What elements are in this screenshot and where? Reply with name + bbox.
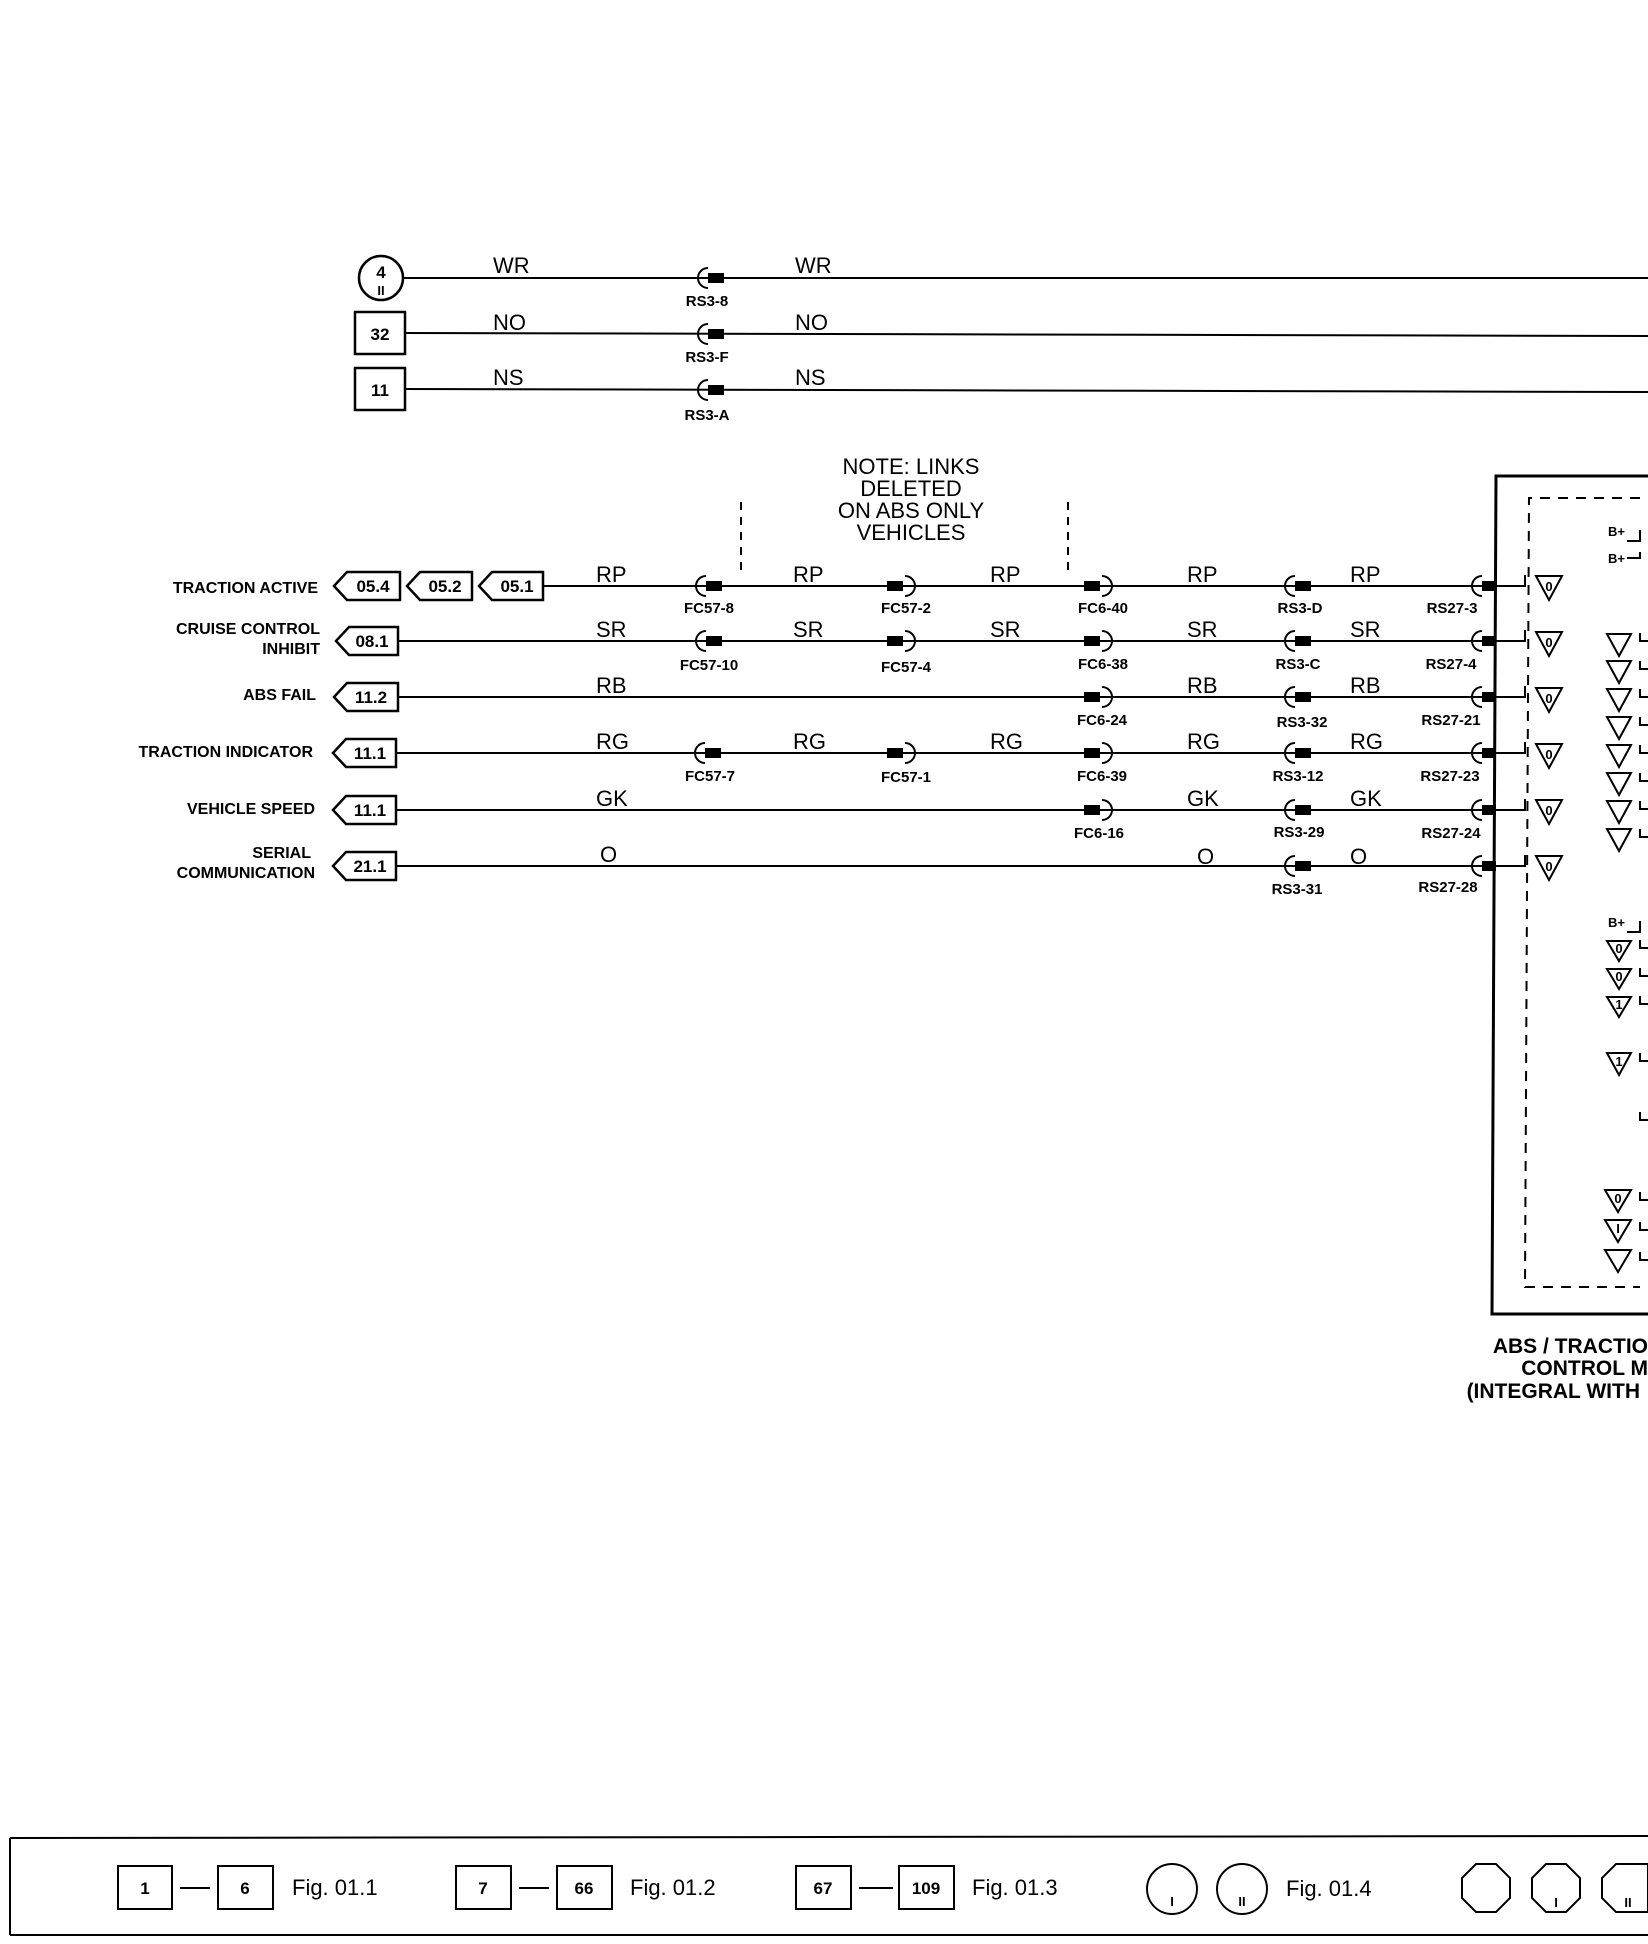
- reference-tag-number: 08.1: [355, 632, 389, 651]
- logic-triangle-icon: [1607, 829, 1631, 851]
- legend-octagon-sub: I: [1554, 1895, 1558, 1910]
- abs-traction-control-module: [1467, 476, 1648, 1403]
- connector-pin-icon: [1084, 805, 1100, 815]
- connector-pin-icon: [887, 581, 903, 591]
- wire-color-label: NS: [493, 365, 524, 390]
- reference-tag-number: 21.1: [353, 857, 387, 876]
- figure-legend: [10, 1836, 1648, 1935]
- logic-triangle-icon: [1607, 634, 1631, 656]
- legend-circle-sub: II: [1238, 1894, 1246, 1909]
- wire-color-label: RG: [990, 729, 1023, 754]
- logic-triangle-icon: [1607, 661, 1631, 683]
- logic-triangle-icon: [1607, 717, 1631, 739]
- reference-tag-number: 05.4: [356, 577, 390, 596]
- connector-id: RS3-A: [684, 407, 730, 424]
- connector-pin-icon: [705, 748, 721, 758]
- logic-triangle-icon: [1607, 801, 1631, 823]
- signal-row-traction-indicator: [138, 729, 1496, 786]
- logic-triangle-icon: [1607, 773, 1631, 795]
- connector-pin-icon: [1084, 636, 1100, 646]
- top-feed-no: [355, 310, 1648, 366]
- wire-color-label: NO: [493, 310, 526, 335]
- wire-ns: [405, 389, 1648, 392]
- legend-top-border: [10, 1836, 1648, 1838]
- connector-pin-icon: [706, 581, 722, 591]
- signal-label: VEHICLE SPEED: [186, 801, 315, 818]
- legend-circle-sub: I: [1170, 1894, 1174, 1909]
- connector-id: FC6-39: [1076, 768, 1128, 785]
- connector-id: RS3-D: [1277, 600, 1323, 617]
- legend-number: 1: [140, 1879, 150, 1898]
- wire-color-label: RG: [793, 729, 826, 754]
- legend-octagon-sub: II: [1624, 1895, 1632, 1910]
- wire-color-label: O: [1197, 844, 1215, 869]
- connector-id: RS3-32: [1276, 714, 1328, 731]
- connector-id: FC6-16: [1073, 825, 1125, 842]
- legend-number: 67: [813, 1879, 833, 1898]
- signal-row-serial-communication: [177, 842, 1496, 898]
- pin-symbol: 0: [1615, 969, 1623, 984]
- connector-pin-icon: [1084, 748, 1100, 758]
- wire-color-label: NS: [795, 365, 826, 390]
- connector-id: FC6-24: [1076, 712, 1128, 729]
- top-feed-wr: [359, 253, 1648, 310]
- module-outline: [1492, 476, 1648, 1314]
- wire-color-label: RG: [596, 729, 629, 754]
- connector-pin-icon: [708, 385, 724, 395]
- connector-pin-icon: [1084, 581, 1100, 591]
- module-right-pin-stubs: [1640, 633, 1648, 1260]
- wire-color-label: RP: [596, 562, 627, 587]
- pin-symbol: 1: [1615, 997, 1623, 1012]
- note-line: DELETED: [860, 476, 962, 501]
- connector-id: FC57-7: [684, 768, 736, 785]
- note-line: VEHICLES: [856, 520, 966, 545]
- signal-label: TRACTION ACTIVE: [172, 580, 318, 597]
- connector-id: FC57-1: [880, 769, 932, 786]
- module-caption: ABS / TRACTIO: [1492, 1335, 1648, 1358]
- connector-pin-icon: [708, 329, 724, 339]
- connector-id: RS27-4: [1425, 656, 1477, 673]
- pin-symbol: 0: [1545, 691, 1553, 706]
- wire-color-label: SR: [1187, 617, 1218, 642]
- connector-id: FC57-10: [679, 657, 739, 674]
- legend-circles-fig-01-4: [1147, 1864, 1372, 1914]
- signal-label: COMMUNICATION: [176, 865, 315, 882]
- legend-octagon-icon: [1462, 1864, 1510, 1912]
- connector-pin-icon: [1295, 748, 1311, 758]
- connector-id: RS27-23: [1420, 768, 1480, 785]
- connector-id: FC57-8: [683, 600, 735, 617]
- module-caption: CONTROL M: [1521, 1357, 1648, 1380]
- connector-id: RS3-31: [1271, 881, 1323, 898]
- wire-color-label: SR: [793, 617, 824, 642]
- connector-id: RS27-24: [1421, 825, 1481, 842]
- pin-symbol: I: [1616, 1221, 1620, 1236]
- signal-row-traction-active: [173, 562, 1496, 617]
- wire-color-label: WR: [795, 253, 832, 278]
- signal-row-cruise-control-inhibit: [176, 617, 1496, 676]
- wire-no: [405, 333, 1648, 336]
- wire-color-label: RB: [1350, 673, 1381, 698]
- legend-range-fig-01-2: [456, 1866, 716, 1909]
- module-left-pin-symbols: [1536, 576, 1562, 880]
- top-feed-ns: [355, 365, 1648, 424]
- wire-color-label: RB: [1187, 673, 1218, 698]
- module-inner-boundary-dashed: [1525, 498, 1640, 1287]
- wire-color-label: SR: [1350, 617, 1381, 642]
- connector-id: RS27-28: [1418, 879, 1478, 896]
- pin-symbol: 0: [1614, 1191, 1622, 1206]
- wire-color-label: SR: [990, 617, 1021, 642]
- connector-pin-icon: [1084, 692, 1100, 702]
- pin-symbol: 0: [1545, 803, 1553, 818]
- supply-label: B+: [1608, 524, 1625, 539]
- module-input-pins: [1496, 575, 1525, 866]
- logic-triangle-icon: [1605, 1250, 1631, 1272]
- pin-symbol: 0: [1615, 941, 1623, 956]
- pin-symbol: 0: [1545, 859, 1553, 874]
- wire-color-label: RB: [596, 673, 627, 698]
- signal-label: ABS FAIL: [243, 687, 316, 704]
- connector-id: RS3-12: [1272, 768, 1324, 785]
- legend-figure-label: Fig. 01.1: [292, 1875, 378, 1900]
- connector-pin-icon: [1295, 805, 1311, 815]
- connector-pin-icon: [1295, 861, 1311, 871]
- pin-symbol: 0: [1545, 747, 1553, 762]
- reference-tag-number: 05.1: [500, 577, 534, 596]
- wire-color-label: RG: [1350, 729, 1383, 754]
- connector-id: RS27-21: [1421, 712, 1481, 729]
- legend-figure-label: Fig. 01.3: [972, 1875, 1058, 1900]
- legend-figure-label: Fig. 01.2: [630, 1875, 716, 1900]
- connector-pin-icon: [706, 636, 722, 646]
- supply-label: B+: [1608, 915, 1625, 930]
- legend-octagons: [1462, 1864, 1648, 1912]
- feed-reference-number: 32: [370, 325, 390, 344]
- connector-id: FC57-2: [880, 600, 932, 617]
- connector-pin-icon: [887, 636, 903, 646]
- wire-color-label: O: [1350, 844, 1368, 869]
- connector-pin-icon: [1295, 692, 1311, 702]
- reference-tag-number: 11.1: [353, 744, 387, 763]
- legend-range-fig-01-1: [118, 1866, 378, 1909]
- legend-number: 6: [240, 1879, 250, 1898]
- logic-triangle-icon: [1607, 689, 1631, 711]
- reference-tag-number: 11.1: [353, 801, 387, 820]
- connector-id: FC6-38: [1077, 656, 1129, 673]
- logic-triangle-icon: [1607, 745, 1631, 767]
- feed-reference-number: 4: [376, 263, 386, 282]
- legend-range-fig-01-3: [796, 1866, 1058, 1909]
- reference-tag-number: 05.2: [428, 577, 462, 596]
- legend-figure-label: Fig. 01.4: [1286, 1876, 1372, 1901]
- connector-id: FC6-40: [1077, 600, 1129, 617]
- connector-pin-icon: [1295, 581, 1311, 591]
- connector-id: RS3-8: [685, 293, 729, 310]
- connector-id: FC57-4: [880, 659, 932, 676]
- wire-color-label: GK: [1187, 786, 1219, 811]
- reference-tag-number: 11.2: [354, 688, 388, 707]
- wire-color-label: RP: [990, 562, 1021, 587]
- wire-color-label: RP: [793, 562, 824, 587]
- connector-id: RS3-29: [1273, 824, 1325, 841]
- signal-row-abs-fail: [243, 673, 1496, 731]
- legend-number: 109: [911, 1879, 941, 1898]
- signal-label: INHIBIT: [262, 641, 320, 658]
- wire-color-label: RP: [1350, 562, 1381, 587]
- pin-symbol: 1: [1615, 1054, 1623, 1069]
- wire-color-label: GK: [1350, 786, 1382, 811]
- connector-pin-icon: [1295, 636, 1311, 646]
- feed-reference-sub: II: [377, 283, 385, 298]
- wire-color-label: RP: [1187, 562, 1218, 587]
- legend-number: 7: [478, 1879, 488, 1898]
- connector-pin-icon: [708, 273, 724, 283]
- wire-color-label: WR: [493, 253, 530, 278]
- wire-color-label: SR: [596, 617, 627, 642]
- pin-symbol: 0: [1545, 579, 1553, 594]
- supply-label: B+: [1608, 551, 1625, 566]
- wire-color-label: GK: [596, 786, 628, 811]
- note-line: ON ABS ONLY: [837, 498, 985, 523]
- signal-label: CRUISE CONTROL: [176, 621, 320, 638]
- legend-number: 66: [574, 1879, 594, 1898]
- note-line: NOTE: LINKS: [842, 454, 980, 479]
- signal-label: SERIAL: [252, 845, 311, 862]
- connector-pin-icon: [1482, 581, 1496, 591]
- wire-color-label: RG: [1187, 729, 1220, 754]
- note-block: [741, 454, 1068, 572]
- connector-id: RS3-F: [685, 349, 729, 366]
- module-caption: (INTEGRAL WITH: [1466, 1380, 1640, 1403]
- connector-id: RS3-C: [1275, 656, 1321, 673]
- signal-label: TRACTION INDICATOR: [138, 744, 313, 761]
- connector-pin-icon: [887, 748, 903, 758]
- feed-reference-number: 11: [371, 381, 389, 400]
- pin-symbol: 0: [1545, 635, 1553, 650]
- wire-color-label: O: [600, 842, 618, 867]
- signal-row-vehicle-speed: [187, 786, 1496, 842]
- wire-color-label: NO: [795, 310, 828, 335]
- connector-id: RS27-3: [1426, 600, 1478, 617]
